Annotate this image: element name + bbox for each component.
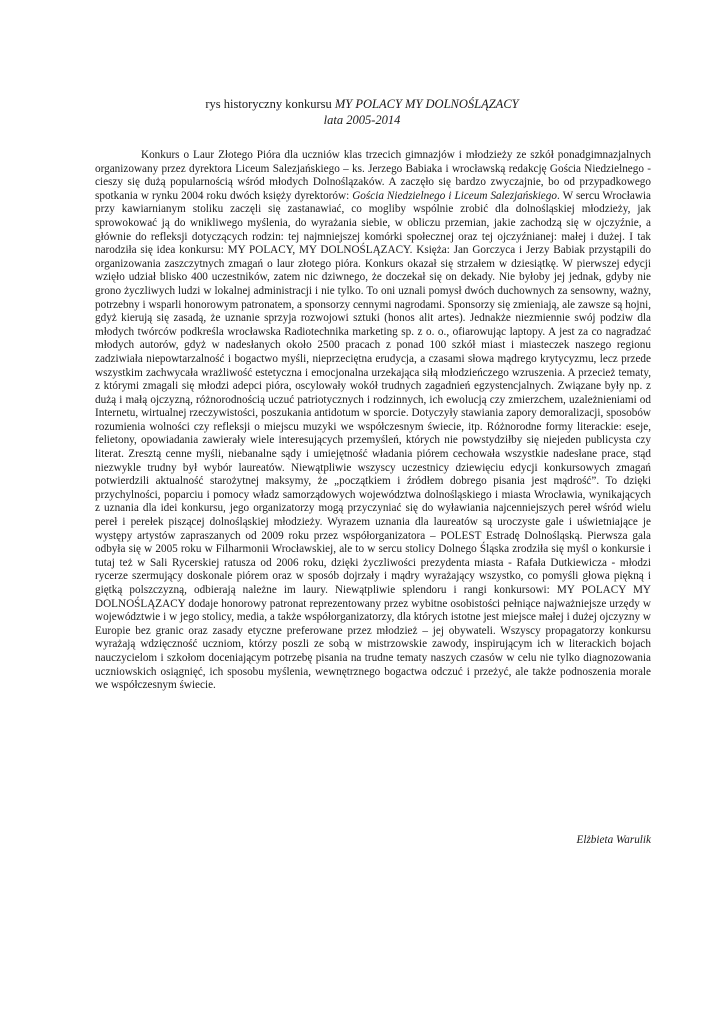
title-years: lata 2005-2014 — [323, 113, 401, 127]
title-line — [0, 96, 724, 112]
document-title — [0, 96, 724, 128]
body-italic-segment: Gościa Niedzielnego i Liceum Salezjańskiego — [352, 189, 557, 202]
body-segment: . W sercu Wrocławia przy kawiarnianym stoliku zaczęli się zastanawiać, co mogliby wspólnie zrobić dla dolnośląskiej młodzieży, jak sprowokować ją do wnikliwego myślenia, do wyrażania siebie, w obliczu przemian, jakie zachodzą się w ojczyźnie, a głównie do refleksji dotyczących rodzin: tej najmniejszej komórki społecznej oraz tej ojczyźnianej: małej i dużej. I tak narodziła się idea konkursu: MY POLACY, MY DOLNOŚLĄZACY. Księża: Jan Gorczyca i Jerzy Babiak przystąpili do organizowania zaszczytnych zmagań o laur złotego pióra. Konkurs okazał się strzałem w dziesiątkę. W pierwszej edycji wzięło udział blisko 400 uczestników, zatem nic dziwnego, że doczekał się on dekady. Nie byłoby jej jednak, gdyby nie grono życzliwych ludzi w lokalnej administracji i nie tylko. To oni uznali pomysł dwóch duchownych za sensowny, ważny, potrzebny i wsparli honorowym patronatem, a sponsorzy cennymi nagrodami. Sponsorzy się zmieniają, ale zawsze są hojni, gdyż kierują się zasadą, że uznanie sprzyja rozwojowi sztuki (honos alit artes). Jednakże niezmiennie swój podziw dla młodych twórców podkreśla wrocławska Radiotechnika marketing sp. z o. o., ofiarowując laptopy. A jest za co nagradzać młodych autorów, gdyż w nadesłanych około 2500 pracach z ponad 100 szkół miast i miasteczek naszego regionu zadziwiała niepowtarzalność i bogactwo myśli, nieprzeciętna erudycja, a czasami słowa mądrego krytycyzmu, lecz przede wszystkim zachwycała wrażliwość estetyczna i emocjonalna urzekająca siłą młodzieńczego wzruszenia. A przecież tematy, z którymi zmagali się młodzi adepci pióra, oscylowały wokół trudnych zagadnień egzystencjalnych. Związane były np. z dużą i małą ojczyzną, różnorodnością uczuć patriotycznych i rodzinnych, ich ewolucją czy zmierzchem, uzależnieniami od Internetu, wirtualnej rzeczywistości, poszukania antidotum w sporcie. Dotyczyły stawiania zapory demoralizacji, sposobów rozumienia wolności czy refleksji o miejscu muzyki we współczesnym świecie, itp. Różnorodne formy literackie: eseje, felietony, opowiadania zawierały wiele interesujących przemyśleń, których nie powstydziłby się niejeden publicysta czy literat. Zresztą cenne myśli, niebanalne sądy i umiejętność władania piórem cechowała wszystkie nadesłane prace, stąd niezwykle trudny był wybór laureatów. Niewątpliwie wszyscy uczestnicy dziewięciu edycji konkursowych zmagań potwierdzili aktualność starożytnej maksymy, że „początkiem i źródłem dobrego pisania jest mądrość”. To dzięki przychylności, poparciu i pomocy władz samorządowych województwa dolnośląskiego i miasta Wrocławia, wynikających z uznania dla idei konkursu, jego organizatorzy mogą przyczyniać się do wyławiania najcenniejszych pereł wśród wielu pereł i perełek piszącej dolnośląskiej młodzieży. Wyrazem uznania dla laureatów są uroczyste gale i uświetniające je występy artystów zapraszanych od 2009 roku przez współorganizatora – POLEST Estradę Dolnośląską. Pierwsza gala odbyła się w 2005 roku w Filharmonii Wrocławskiej, ale to w sercu stolicy Dolnego Śląska zrodziła się myśl o konkursie i tutaj też w Sali Rycerskiej ratusza od 2006 roku, dzięki życzliwości prezydenta miasta - Rafała Dutkiewicza - młodzi rycerze szermujący doskonale piórem oraz w sposób dojrzały i mądry wyrażający wszystko, co pomyśli głowa piękną i giętką polszczyzną, odbierają należne im laury. Niewątpliwie splendoru i rangi konkursowi: MY POLACY MY DOLNOŚLĄZACY dodaje honorowy patronat reprezentowany przez wybitne osobistości pełniące najważniejsze urzędy w województwie i w jego stolicy, media, a także współorganizatorzy, dla których istotne jest miejsce małej i dużej ojczyzny w Europie bez granic oraz zasady etyczne preferowane przez młodzież – jej obywateli. Wszyscy propagatorzy konkursu wyrażają wdzięczność uczniom, którzy poszli ze sobą w mistrzowskie zawody, inspirującym ich w literackich bojach nauczycielom i szkołom doceniającym potrzebę pisania na trudne tematy naszych czasów w celu nie tylko diagnozowania uczniowskich osiągnięć, ich sposobu myślenia, wewnętrznego bogactwa odczuć i przeżyć, ale także podnoszenia morale we współczesnym świecie. — [95, 189, 651, 692]
author-signature: Elżbieta Warulik — [576, 834, 651, 846]
title-contest-name: MY POLACY MY DOLNOŚLĄZACY — [334, 97, 519, 111]
body-segment: Konkurs o Laur Złotego Pióra dla uczniów klas trzecich gimnazjów i młodzieży ze szkół ponadgimnazjalnych organizowany przez dyrektora Liceum Salezjańskiego – ks. Jerzego Babiaka i wrocławską redakcję Gościa Niedzielnego - cieszy się dużą popularnością wśród młodych Dolnoślązaków. A zaczęło się bardzo zwyczajnie, bo od przypadkowego spotkania w rynku 2004 roku dwóch księży dyrektorów: — [95, 149, 651, 202]
body-paragraph — [95, 149, 651, 693]
title-prefix: rys historyczny konkursu — [205, 97, 332, 111]
